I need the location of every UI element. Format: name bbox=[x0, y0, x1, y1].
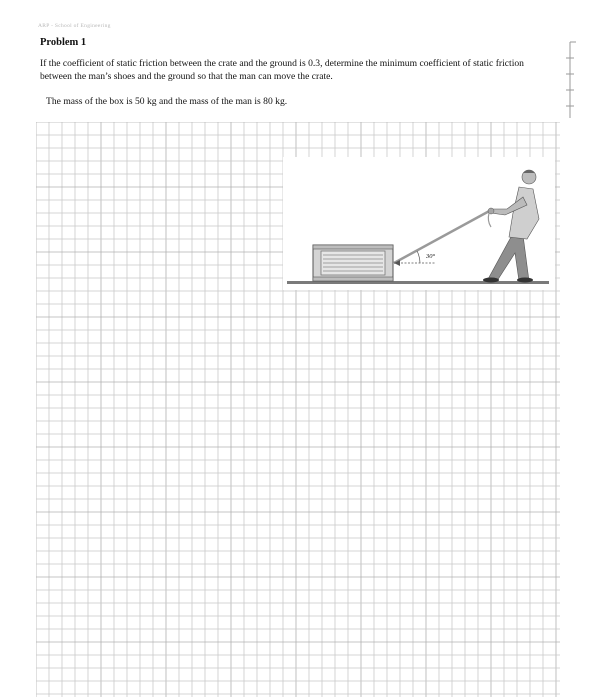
angle-label: 30° bbox=[426, 253, 436, 260]
problem-figure bbox=[283, 157, 555, 290]
rope bbox=[394, 209, 493, 263]
problem-title: Problem 1 bbox=[40, 37, 87, 48]
given-data: The mass of the box is 50 kg and the mass of the man is 80 kg. bbox=[46, 96, 288, 107]
page-header: ARP - School of Engineering bbox=[38, 23, 111, 29]
crate-icon bbox=[313, 245, 393, 281]
man-pulling-crate-illustration bbox=[283, 157, 555, 290]
problem-statement: If the coefficient of static friction between the crate and the ground is 0.3, determine the minimum coefficient of static friction between the man’s shoes and the ground so that the man can move the crate. bbox=[40, 58, 524, 82]
binder-margin-marks bbox=[562, 40, 578, 120]
man-figure-icon bbox=[483, 170, 539, 283]
